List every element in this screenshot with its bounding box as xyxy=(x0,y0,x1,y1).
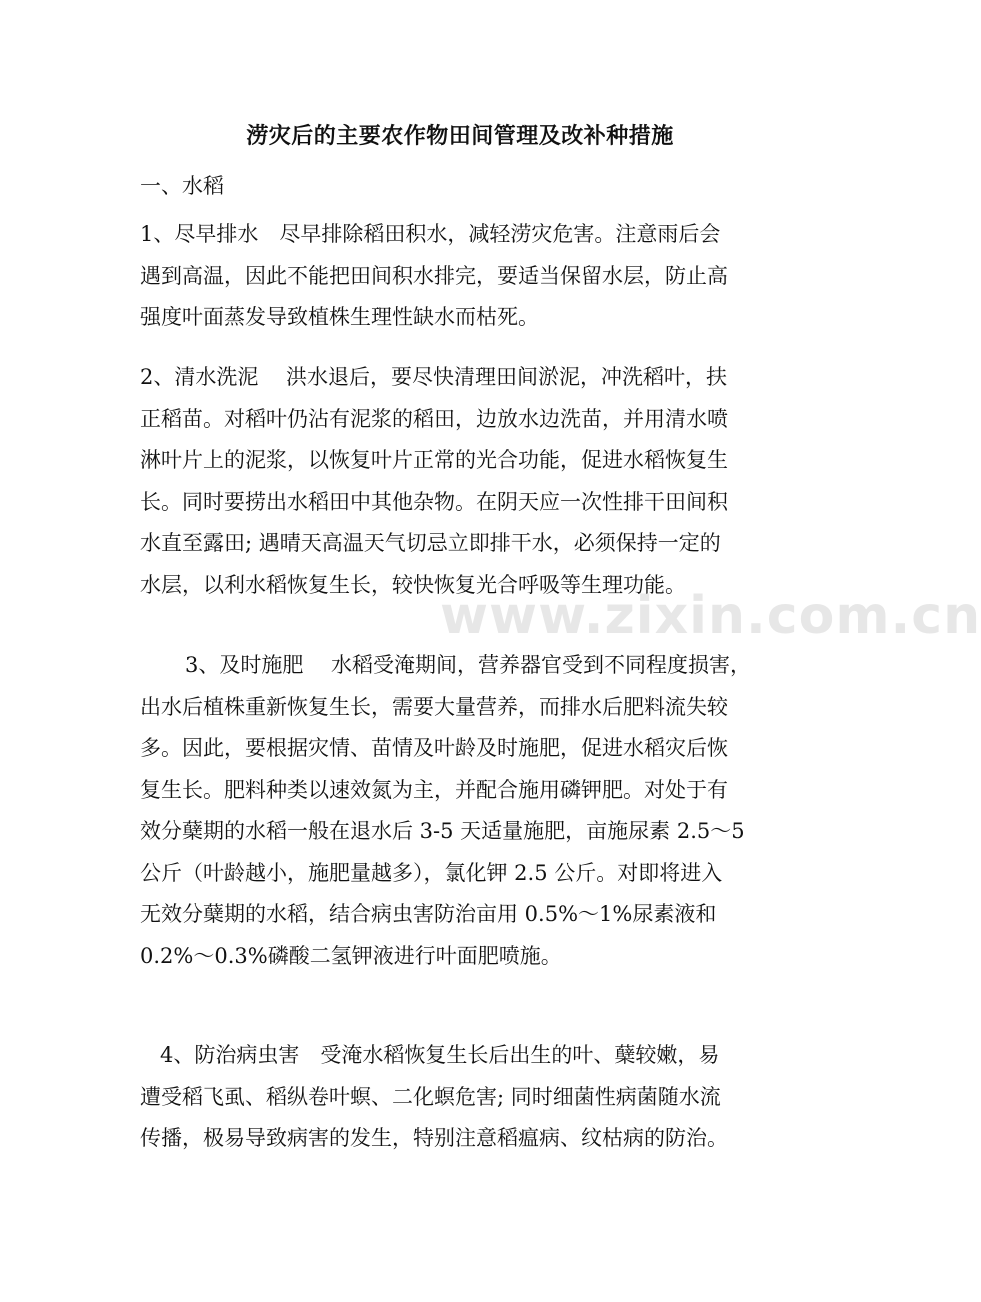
paragraph-line: 遇到高温，因此不能把田间积水排完，要适当保留水层，防止高 xyxy=(140,263,728,288)
paragraph-line: 淋叶片上的泥浆，以恢复叶片正常的光合功能，促进水稻恢复生 xyxy=(140,448,728,472)
paragraph-line: 复生长。肥料种类以速效氮为主，并配合施用磷钾肥。对处于有 xyxy=(140,777,728,802)
paragraph-line: 4、防治病虫害 受淹水稻恢复生长后出生的叶、蘖较嫩，易 xyxy=(160,1043,720,1067)
paragraph-drainage xyxy=(140,214,790,339)
paragraph-line: 正稻苗。对稻叶仍沾有泥浆的稻田，边放水边洗苗，并用清水喷 xyxy=(140,406,728,431)
paragraph-line: 3、及时施肥 水稻受淹期间，营养器官受到不同程度损害， xyxy=(185,653,752,677)
paragraph-pest-control xyxy=(140,1035,790,1160)
paragraph-line: 传播，极易导致病害的发生，特别注意稻瘟病、纹枯病的防治。 xyxy=(140,1126,728,1150)
paragraph-line: 公斤（叶龄越小，施肥量越多），氯化钾 2.5 公斤。对即将进入 xyxy=(140,860,723,885)
paragraph-line: 出水后植株重新恢复生长，需要大量营养，而排水后肥料流失较 xyxy=(140,694,728,719)
paragraph-line: 水直至露田; 遇晴天高温天气切忌立即排干水，必须保持一定的 xyxy=(140,531,721,555)
paragraph-line: 多。因此，要根据灾情、苗情及叶龄及时施肥，促进水稻灾后恢 xyxy=(140,736,728,760)
paragraph-line: 0.2%～0.3%磷酸二氢钾液进行叶面肥喷施。 xyxy=(140,943,562,968)
watermark: www.zixin.com.cn xyxy=(440,586,981,646)
paragraph-wash-mud xyxy=(140,357,790,606)
paragraph-line: 遭受稻飞虱、稻纵卷叶螟、二化螟危害; 同时细菌性病菌随水流 xyxy=(140,1084,721,1109)
paragraph-line: 无效分蘖期的水稻，结合病虫害防治亩用 0.5%～1%尿素液和 xyxy=(140,902,717,926)
section-heading: 一、水稻 xyxy=(140,174,224,198)
paragraph-line: 水层，以利水稻恢复生长，较快恢复光合呼吸等生理功能。 xyxy=(140,572,686,597)
paragraph-line: 1、尽早排水 尽早排除稻田积水，减轻涝灾危害。注意雨后会 xyxy=(140,222,721,246)
paragraph-line: 强度叶面蒸发导致植株生理性缺水而枯死。 xyxy=(140,305,539,329)
paragraph-line: 2、清水洗泥 洪水退后，要尽快清理田间淤泥，冲洗稻叶，扶 xyxy=(140,365,728,389)
paragraph-fertilize xyxy=(140,645,790,977)
document-title: 涝灾后的主要农作物田间管理及改补种措施 xyxy=(246,123,674,149)
paragraph-line: 长。同时要捞出水稻田中其他杂物。在阴天应一次性排干田间积 xyxy=(140,489,728,514)
paragraph-line: 效分蘖期的水稻一般在退水后 3-5 天适量施肥，亩施尿素 2.5～5 xyxy=(140,819,745,843)
